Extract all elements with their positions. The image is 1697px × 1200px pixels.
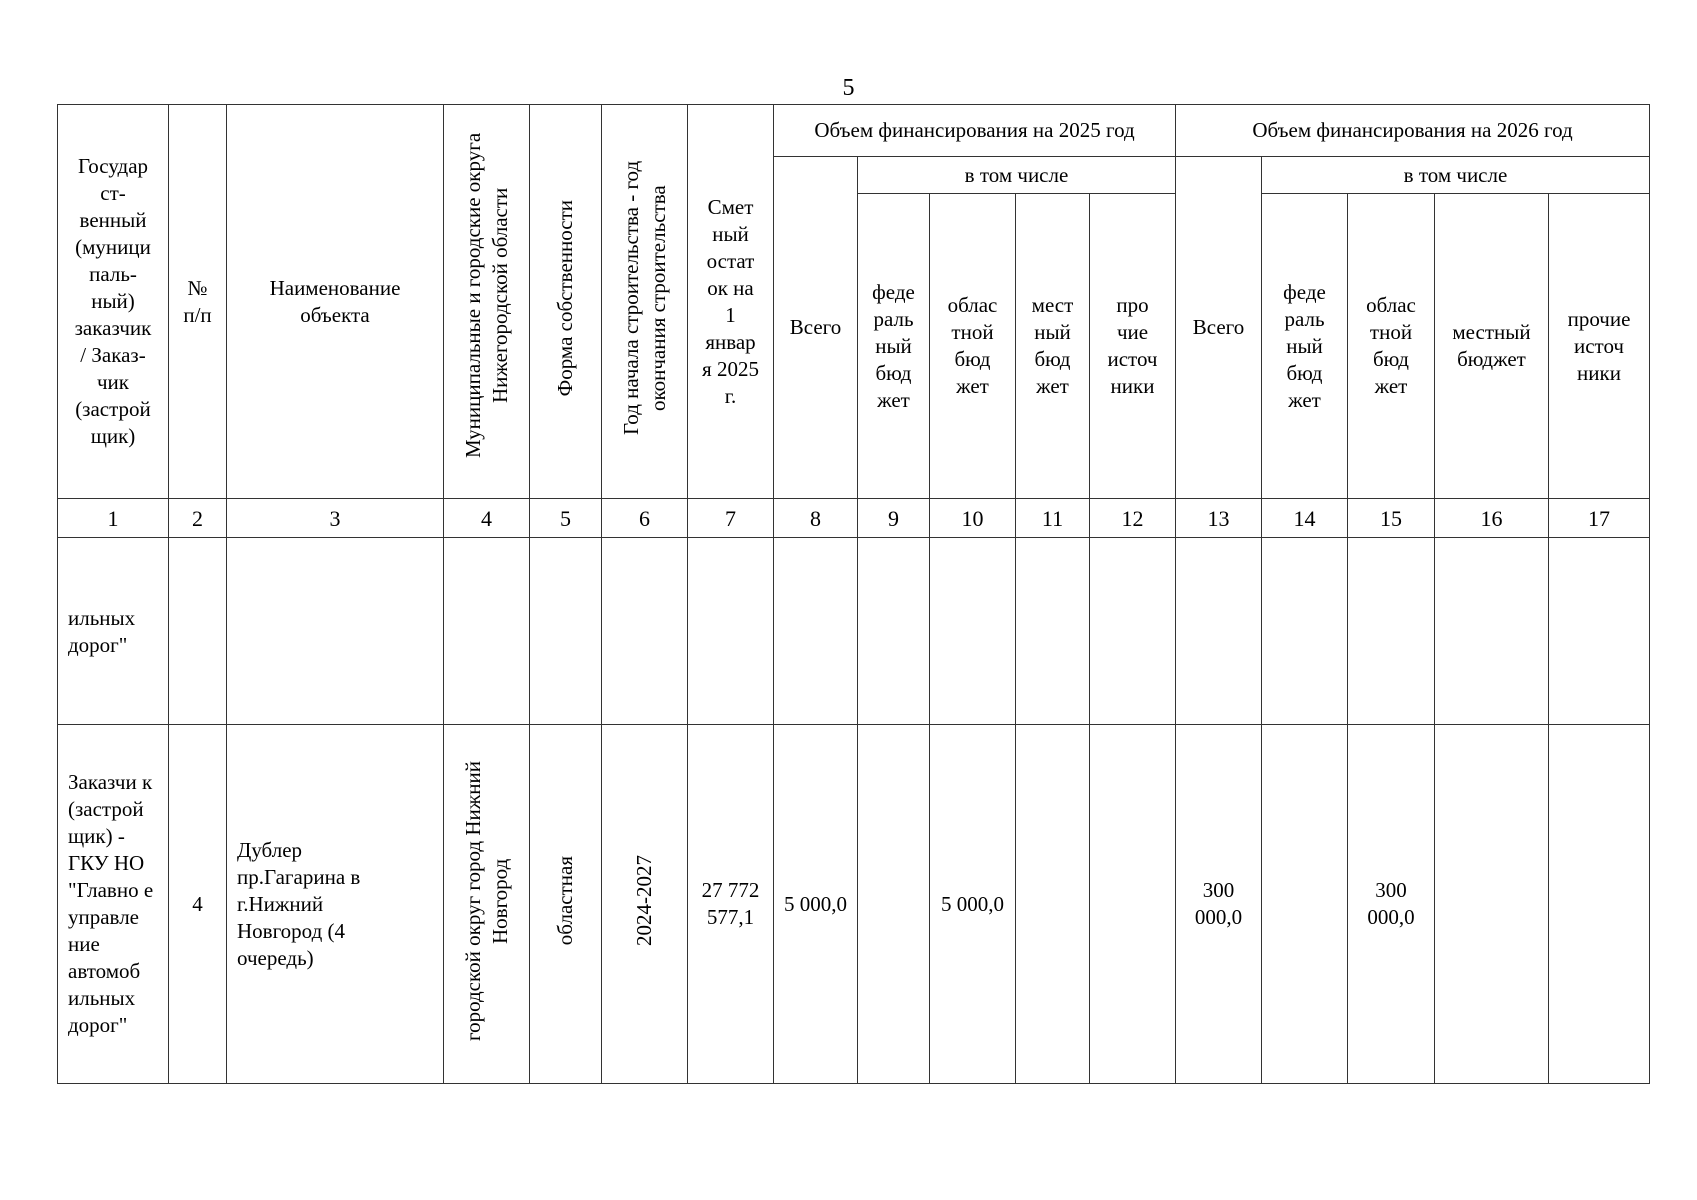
header-federal-2025 — [858, 194, 930, 499]
column-number: 8 — [774, 499, 858, 538]
header-ownership — [530, 105, 602, 499]
row-other-2025 — [1090, 725, 1176, 1084]
header-regional-2025 — [930, 194, 1016, 499]
column-number-row — [58, 499, 1650, 538]
row-local-2025 — [1016, 725, 1090, 1084]
header-federal-2026 — [1262, 194, 1348, 499]
continuation-customer-text: ильных дорог" — [68, 606, 136, 657]
empty-cell — [930, 538, 1016, 725]
header-num-text: № п/п — [183, 275, 212, 327]
column-number: 10 — [930, 499, 1016, 538]
row-customer-text: Заказчи к (застрой щик) - ГКУ НО "Главно е управле ние автомоб ильных дорог" — [68, 770, 154, 1037]
header-local-2025 — [1016, 194, 1090, 499]
table-row — [58, 725, 1650, 1084]
empty-cell — [602, 538, 688, 725]
header-years — [602, 105, 688, 499]
row-ownership-text: областная — [553, 855, 577, 946]
header-incl-2026: в том числе — [1262, 157, 1650, 194]
row-other-2026 — [1549, 725, 1650, 1084]
column-number: 16 — [1435, 499, 1549, 538]
row-estimate-text: 27 772 577,1 — [701, 878, 760, 929]
header-local-2025-text: мест ный бюд жет — [1031, 293, 1074, 398]
empty-cell — [1262, 538, 1348, 725]
column-number: 9 — [858, 499, 930, 538]
header-federal-2025-text: феде раль ный бюд жет — [872, 279, 915, 412]
column-number: 15 — [1348, 499, 1435, 538]
empty-cell — [1016, 538, 1090, 725]
empty-cell — [1176, 538, 1262, 725]
header-federal-2026-text: феде раль ный бюд жет — [1283, 279, 1326, 412]
header-other-2026-text: прочие источ ники — [1567, 306, 1631, 385]
continuation-customer — [58, 538, 169, 725]
row-total-2025-text: 5 000,0 — [784, 891, 847, 916]
empty-cell — [1348, 538, 1435, 725]
empty-cell — [774, 538, 858, 725]
header-local-2026 — [1435, 194, 1549, 499]
column-number: 1 — [58, 499, 169, 538]
column-number: 12 — [1090, 499, 1176, 538]
row-years-text: 2024-2027 — [632, 855, 656, 946]
row-local-2026 — [1435, 725, 1549, 1084]
row-num: 4 — [169, 725, 227, 1084]
row-regional-2026 — [1348, 725, 1435, 1084]
row-federal-2026 — [1262, 725, 1348, 1084]
header-ownership-text: Форма собственности — [553, 199, 577, 397]
header-other-2025 — [1090, 194, 1176, 499]
header-municipality — [444, 105, 530, 499]
header-incl-2025: в том числе — [858, 157, 1176, 194]
header-object-name — [227, 105, 444, 499]
empty-cell — [444, 538, 530, 725]
empty-cell — [858, 538, 930, 725]
header-customer-text: Государ ст-венный (муници паль-ный) заказчик / Заказ-чик (застрой щик) — [74, 154, 152, 448]
row-regional-2025 — [930, 725, 1016, 1084]
financing-table — [57, 104, 1650, 1084]
row-total-2025 — [774, 725, 858, 1084]
header-estimate — [688, 105, 774, 499]
row-object-name — [227, 725, 444, 1084]
column-number: 17 — [1549, 499, 1650, 538]
column-number: 3 — [227, 499, 444, 538]
header-other-2026 — [1549, 194, 1650, 499]
header-customer — [58, 105, 169, 499]
column-number: 5 — [530, 499, 602, 538]
header-fin-2025: Объем финансирования на 2025 год — [774, 105, 1176, 157]
header-other-2025-text: про чие источ ники — [1107, 293, 1158, 398]
empty-cell — [169, 538, 227, 725]
row-object-name-text: Дублер пр.Гагарина в г.Нижний Новгород (4 очередь) — [237, 837, 361, 970]
header-estimate-text: Смет ный остат ок на 1 января 2025 г. — [702, 194, 759, 408]
row-municipality-text: городской округ город Нижний Новгород — [460, 760, 512, 1041]
empty-cell — [688, 538, 774, 725]
page-number: 5 — [842, 75, 855, 101]
empty-cell — [227, 538, 444, 725]
header-local-2026-text: местный бюджет — [1452, 320, 1531, 371]
continuation-row — [58, 538, 1650, 725]
column-number: 2 — [169, 499, 227, 538]
column-number: 7 — [688, 499, 774, 538]
empty-cell — [1090, 538, 1176, 725]
header-years-text: Год начала строительства - год окончания строительства — [618, 160, 670, 436]
header-fin-2026: Объем финансирования на 2026 год — [1176, 105, 1650, 157]
empty-cell — [1435, 538, 1549, 725]
column-number: 11 — [1016, 499, 1090, 538]
header-regional-2026 — [1348, 194, 1435, 499]
row-regional-2025-text: 5 000,0 — [941, 891, 1004, 916]
header-regional-2025-text: облас тной бюд жет — [947, 293, 998, 398]
header-regional-2026-text: облас тной бюд жет — [1366, 293, 1416, 398]
row-total-2026 — [1176, 725, 1262, 1084]
column-number: 6 — [602, 499, 688, 538]
column-number: 14 — [1262, 499, 1348, 538]
header-total-2026: Всего — [1176, 157, 1262, 499]
empty-cell — [530, 538, 602, 725]
header-num — [169, 105, 227, 499]
row-ownership — [530, 725, 602, 1084]
row-municipality — [444, 725, 530, 1084]
row-years — [602, 725, 688, 1084]
header-total-2025: Всего — [774, 157, 858, 499]
column-number: 4 — [444, 499, 530, 538]
header-municipality-text: Муниципальные и городские округа Нижегородской области — [460, 132, 512, 458]
row-estimate — [688, 725, 774, 1084]
empty-cell — [1549, 538, 1650, 725]
row-total-2026-text: 300 000,0 — [1194, 878, 1243, 929]
column-number: 13 — [1176, 499, 1262, 538]
row-regional-2026-text: 300 000,0 — [1367, 878, 1415, 929]
row-federal-2025 — [858, 725, 930, 1084]
header-object-name-text: Наименование объекта — [269, 275, 401, 327]
row-customer — [58, 725, 169, 1084]
